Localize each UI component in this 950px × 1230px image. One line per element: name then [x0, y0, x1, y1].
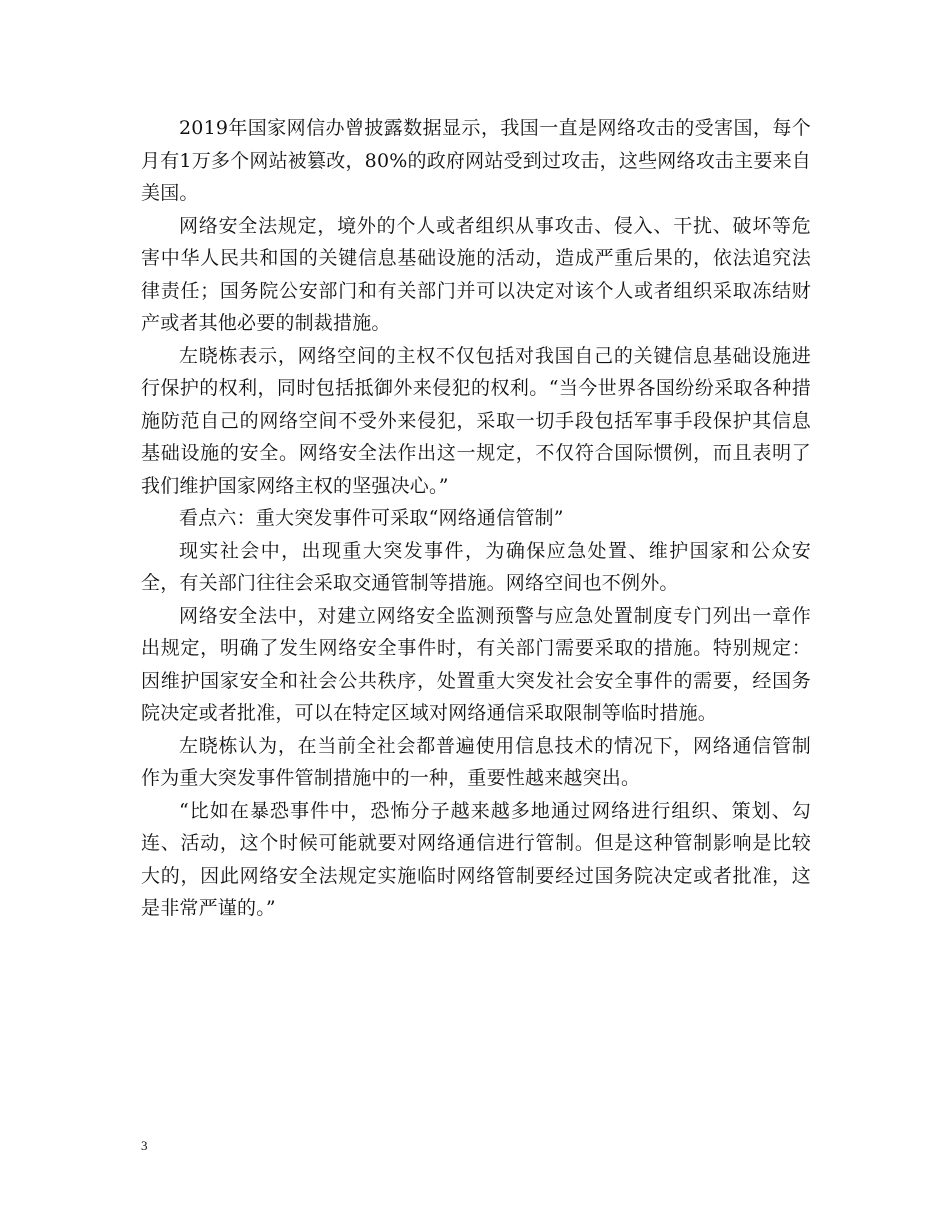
paragraph-real-society: 现实社会中，出现重大突发事件，为确保应急处置、维护国家和公众安全，有关部门往往会采取交通管制等措施。网络空间也不例外。 [141, 539, 811, 594]
document-body [141, 112, 811, 925]
paragraph-sovereignty-quote: 左晓栋表示，网络空间的主权不仅包括对我国自己的关键信息基础设施进行保护的权利，同时包括抵御外来侵犯的权利。“当今世界各国纷纷采取各种措施防范自己的网络空间不受外来侵犯，采取一切手段包括军事手段保护其信息基础设施的安全。网络安全法作出这一规定，不仅符合国际惯例，而且表明了我们维护国家网络主权的坚强决心。” [141, 344, 811, 497]
paragraph-emergency-system: 网络安全法中，对建立网络安全监测预警与应急处置制度专门列出一章作出规定，明确了发生网络安全事件时，有关部门需要采取的措施。特别规定：因维护国家安全和社会公共秩序，处置重大突发社会安全事件的需要，经国务院决定或者批准，可以在特定区域对网络通信采取限制等临时措施。 [141, 604, 811, 724]
paragraph-terror-quote: “比如在暴恐事件中，恐怖分子越来越多地通过网络进行组织、策划、勾连、活动，这个时候可能就要对网络通信进行管制。但是这种管制影响是比较大的，因此网络安全法规定实施临时网络管制要经过国务院决定或者批准，这是非常严谨的。” [141, 799, 811, 919]
section-heading-point-six: 看点六：重大突发事件可采取“网络通信管制” [179, 507, 564, 529]
paragraph-cyber-attack-stats: 2019年国家网信办曾披露数据显示，我国一直是网络攻击的受害国，每个月有1万多个网站被篡改，80%的政府网站受到过攻击，这些网络攻击主要来自美国。 [141, 117, 811, 204]
paragraph-network-control: 左晓栋认为，在当前全社会都普遍使用信息技术的情况下，网络通信管制作为重大突发事件管制措施中的一种，重要性越来越突出。 [141, 734, 811, 789]
paragraph-law-provision: 网络安全法规定，境外的个人或者组织从事攻击、侵入、干扰、破坏等危害中华人民共和国的关键信息基础设施的活动，造成严重后果的，依法追究法律责任；国务院公安部门和有关部门并可以决定对该个人或者组织采取冻结财产或者其他必要的制裁措施。 [141, 214, 811, 334]
page-number: 3 [141, 1138, 148, 1153]
